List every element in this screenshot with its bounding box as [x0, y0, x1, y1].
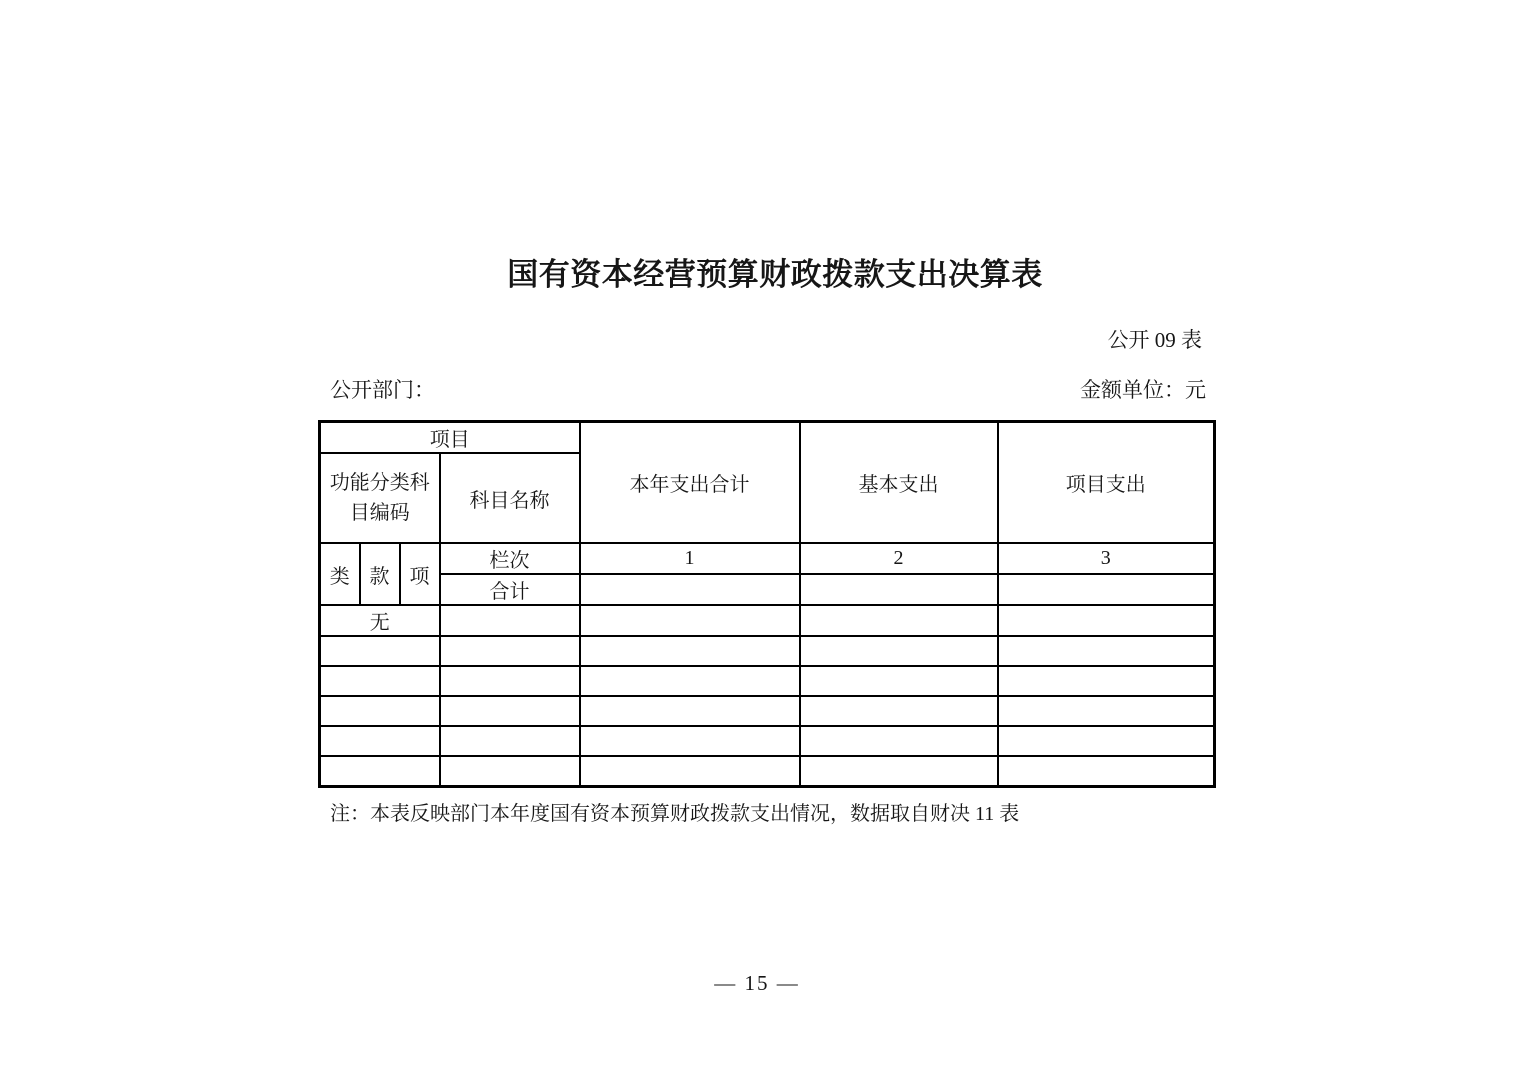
row-name-cell [440, 605, 580, 636]
table-row [320, 605, 1215, 636]
row-code-cell [320, 756, 440, 786]
table-row [320, 726, 1215, 756]
row-project-cell [998, 696, 1215, 726]
row-basic-cell [800, 666, 998, 696]
header-function-code [320, 453, 440, 543]
header-function-code-text: 功能分类科目编码 [329, 472, 430, 524]
row-name-cell [440, 756, 580, 786]
row-total-cell [580, 605, 800, 636]
row-name-cell [440, 636, 580, 666]
row-code-cell [320, 726, 440, 756]
header-project-group: 项目 [320, 422, 580, 454]
table-row [320, 756, 1215, 786]
row-project-cell [998, 605, 1215, 636]
row-name-cell [440, 726, 580, 756]
total-basic-cell [800, 574, 998, 605]
column-number-1: 1 [580, 543, 800, 574]
header-current-year-total: 本年支出合计 [580, 422, 800, 544]
column-number-3: 3 [998, 543, 1215, 574]
row-total-cell [580, 636, 800, 666]
total-row [320, 574, 1215, 605]
row-total-cell [580, 726, 800, 756]
table-row [320, 666, 1215, 696]
row-project-cell [998, 726, 1215, 756]
row-basic-cell [800, 696, 998, 726]
table-note: 注：本表反映部门本年度国有资本预算财政拨款支出情况，数据取自财决 11 表 [330, 803, 1020, 825]
column-index-row [320, 543, 1215, 574]
form-number-label: 公开 09 表 [1107, 328, 1202, 352]
row-total-cell [580, 756, 800, 786]
department-label: 公开部门： [330, 378, 435, 402]
row-code-cell [320, 636, 440, 666]
header-basic-expenditure: 基本支出 [800, 422, 998, 544]
header-item: 项 [400, 543, 440, 605]
document-title: 国有资本经营预算财政拨款支出决算表 [507, 257, 1043, 292]
header-subject-name: 科目名称 [440, 453, 580, 543]
row-basic-cell [800, 756, 998, 786]
row-code-cell: 无 [320, 605, 440, 636]
total-label: 合计 [440, 574, 580, 605]
column-index-label: 栏次 [440, 543, 580, 574]
row-project-cell [998, 636, 1215, 666]
row-basic-cell [800, 726, 998, 756]
row-total-cell [580, 666, 800, 696]
row-name-cell [440, 666, 580, 696]
row-project-cell [998, 666, 1215, 696]
row-basic-cell [800, 636, 998, 666]
table-header-row-1 [320, 422, 1215, 454]
table-row [320, 696, 1215, 726]
column-number-2: 2 [800, 543, 998, 574]
header-class: 类 [320, 543, 360, 605]
row-project-cell [998, 756, 1215, 786]
row-basic-cell [800, 605, 998, 636]
total-current-year-cell [580, 574, 800, 605]
header-project-expenditure: 项目支出 [998, 422, 1215, 544]
amount-unit-label: 金额单位：元 [1080, 378, 1206, 402]
row-name-cell [440, 696, 580, 726]
expenditure-table [318, 420, 1216, 788]
table-row [320, 636, 1215, 666]
row-code-cell [320, 666, 440, 696]
row-total-cell [580, 696, 800, 726]
row-code-cell [320, 696, 440, 726]
header-section: 款 [360, 543, 400, 605]
page-number: — 15 — [714, 971, 800, 995]
total-project-cell [998, 574, 1215, 605]
